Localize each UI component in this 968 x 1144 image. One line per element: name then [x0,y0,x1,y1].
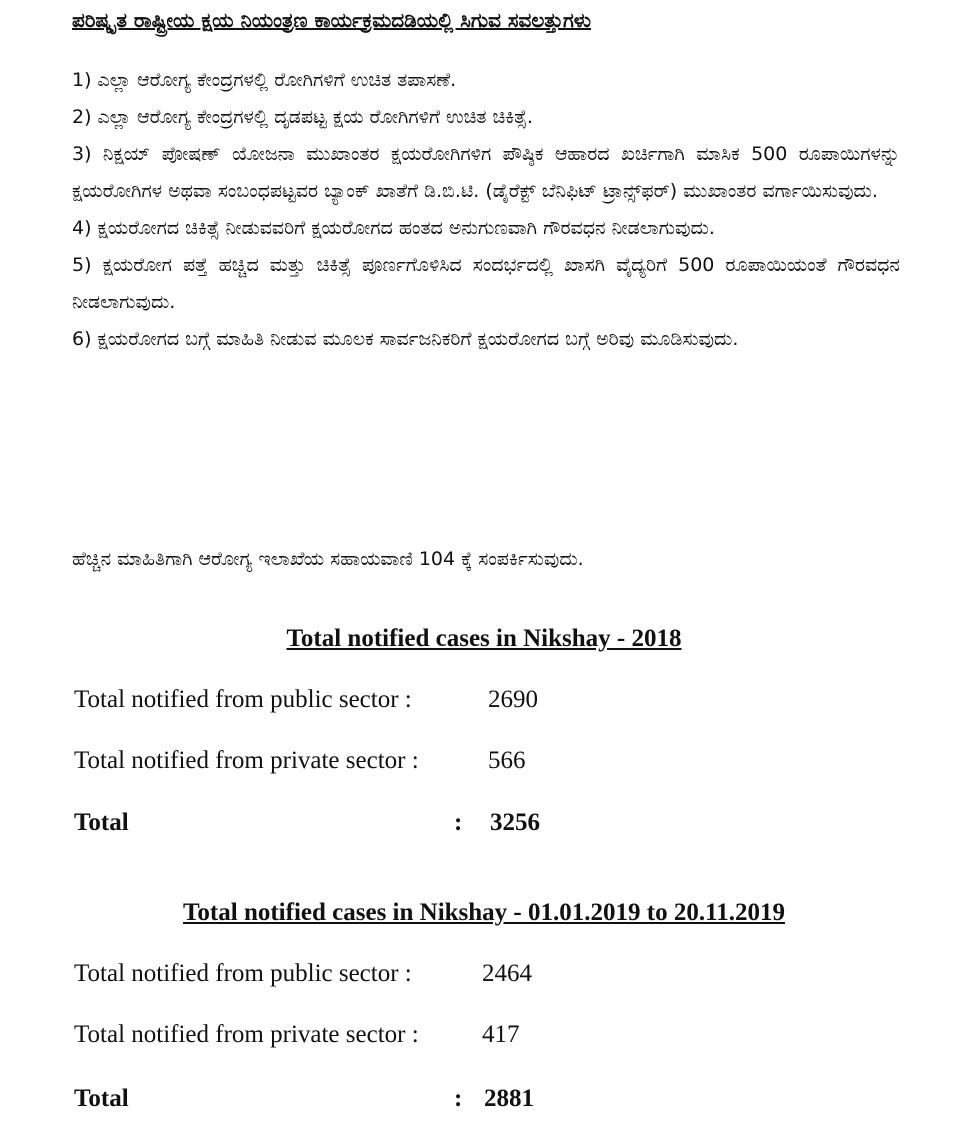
public-sector-row-2019 [74,960,774,988]
total-value: 2881 [484,1085,534,1112]
benefit-item-3: 3) ನಿಕ್ಷಯ್ ಪೋಷಣ್ ಯೋಜನಾ ಮುಖಾಂತರ ಕ್ಷಯರೋಗಿಗಳಿಗ ಪೌಷ್ಠಿಕ ಆಹಾರದ ಖರ್ಚಿಗಾಗಿ ಮಾಸಿಕ 500 ರೂಪಾಯಿಗಳನ್ನು ಕ್ಷಯರೋಗಿಗಳ ಅಥವಾ ಸಂಬಂಧಪಟ್ಟವರ ಬ್ಯಾಂಕ್ ಖಾತೆಗೆ ಡಿ.ಬಿ.ಟಿ. (ಡೈರೆಕ್ಟ್ ಬೆನಿಫಿಟ್ ಟ್ರಾನ್ಸ್‌ಫರ್) ಮುಖಾಂತರ ವರ್ಗಾಯಿಸುವುದು. [72,143,900,202]
total-separator: : [454,809,463,836]
benefit-item-4: 4) ಕ್ಷಯರೋಗದ ಚಿಕಿತ್ಸೆ ನೀಡುವವರಿಗೆ ಕ್ಷಯರೋಗದ ಹಂತದ ಅನುಗುಣವಾಗಿ ಗೌರವಧನ ನೀಡಲಾಗುವುದು. [72,217,715,239]
private-sector-label: Total notified from private sector : [74,747,419,774]
total-label: Total [74,809,129,836]
benefits-list [72,62,900,358]
public-sector-label: Total notified from public sector : [74,960,412,987]
total-label: Total [74,1085,129,1112]
private-sector-row-2019 [74,1021,774,1049]
kannada-title: ಪರಿಷ್ಕೃತ ರಾಷ್ಟ್ರೀಯ ಕ್ಷಯ ನಿಯಂತ್ರಣ ಕಾರ್ಯಕ್ರಮದಡಿಯಲ್ಲಿ ಸಿಗುವ ಸವಲತ್ತುಗಳು [72,8,591,32]
private-sector-value: 566 [488,747,526,774]
public-sector-label: Total notified from public sector : [74,686,412,713]
helpline-text: ಹೆಚ್ಚಿನ ಮಾಹಿತಿಗಾಗಿ ಆರೋಗ್ಯ ಇಲಾಖೆಯ ಸಹಾಯವಾಣಿ 104 ಕ್ಕೆ ಸಂಪರ್ಕಿಸುವುದು. [72,548,584,570]
public-sector-value: 2690 [488,686,538,713]
public-sector-value: 2464 [482,960,532,987]
benefit-item-2: 2) ಎಲ್ಲಾ ಆರೋಗ್ಯ ಕೇಂದ್ರಗಳಲ್ಲಿ ದೃಡಪಟ್ಟ ಕ್ಷಯ ರೋಗಿಗಳಿಗೆ ಉಚಿತ ಚಿಕಿತ್ಸೆ. [72,106,533,128]
private-sector-row-2018 [74,747,774,775]
private-sector-value: 417 [482,1021,520,1048]
total-value: 3256 [490,809,540,836]
section-title-2019: Total notified cases in Nikshay - 01.01.2019 to 20.11.2019 [183,899,785,926]
private-sector-label: Total notified from private sector : [74,1021,419,1048]
total-row-2019 [74,1085,774,1113]
section-title-2018: Total notified cases in Nikshay - 2018 [286,625,682,652]
total-separator: : [454,1085,463,1112]
public-sector-row-2018 [74,686,774,714]
benefit-item-6: 6) ಕ್ಷಯರೋಗದ ಬಗ್ಗೆ ಮಾಹಿತಿ ನೀಡುವ ಮೂಲಕ ಸಾರ್ವಜನಿಕರಿಗೆ ಕ್ಷಯರೋಗದ ಬಗ್ಗೆ ಅರಿವು ಮೂಡಿಸುವುದು. [72,328,739,350]
benefit-item-5: 5) ಕ್ಷಯರೋಗ ಪತ್ತೆ ಹಚ್ಚಿದ ಮತ್ತು ಚಿಕಿತ್ಸೆ ಪೂರ್ಣಗೊಳಿಸಿದ ಸಂದರ್ಭದಲ್ಲಿ ಖಾಸಗಿ ವೈದ್ಯರಿಗೆ 500 ರೂಪಾಯಿಯಂತೆ ಗೌರವಧನ ನೀಡಲಾಗುವುದು. [72,254,900,313]
total-row-2018 [74,809,774,837]
benefit-item-1: 1) ಎಲ್ಲಾ ಆರೋಗ್ಯ ಕೇಂದ್ರಗಳಲ್ಲಿ ರೋಗಿಗಳಿಗೆ ಉಚಿತ ತಪಾಸಣೆ. [72,69,457,91]
